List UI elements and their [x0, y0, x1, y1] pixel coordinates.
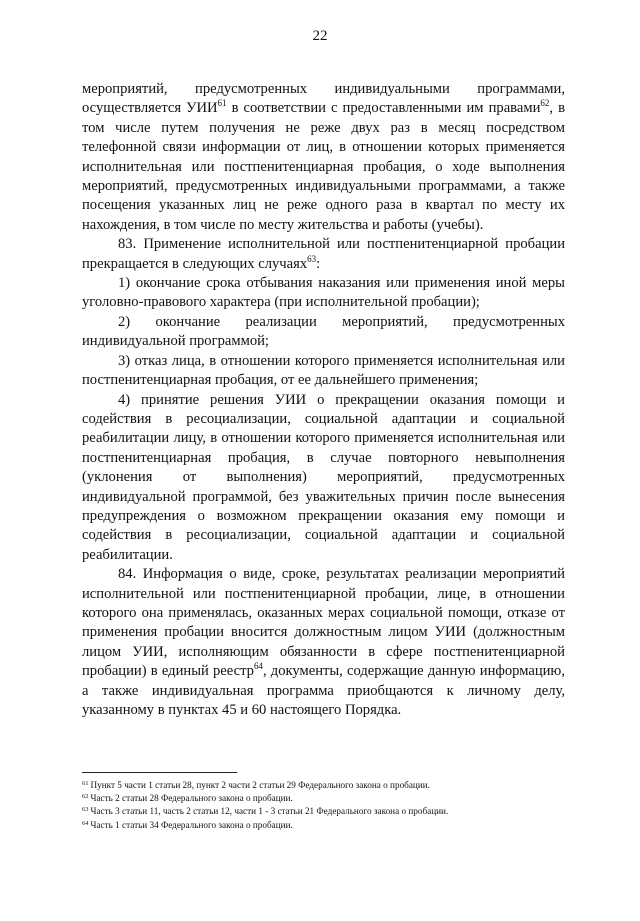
- footnote-mark: 64: [82, 819, 89, 827]
- footnote-item: [82, 819, 565, 832]
- footnote-ref: 62: [540, 98, 550, 109]
- paragraph-text: в соответствии с предоставленными им правами: [226, 100, 541, 117]
- footnote-ref: 61: [217, 98, 227, 109]
- paragraph-p83-1: [82, 274, 565, 313]
- paragraph-text: :: [316, 255, 321, 272]
- footnote-item: [82, 792, 565, 805]
- paragraph-text: 84. Информация о виде, сроке, результатах реализации мероприятий исполнительной или постпенитенциарной пробации, лице, в отношении которого она применялась, оказанных мерах социальной помощи, отказе от применения пробации вносится должностным лицом УИИ (должностным лицом УИИ, исполняющим обязанности в сфере постпенитенциарной пробации) в единый реестр: [82, 566, 565, 680]
- footnote-text: Часть 3 статьи 11, часть 2 статьи 12, части 1 - 3 статьи 21 Федерального закона о пробации.: [90, 806, 449, 817]
- body-text: [82, 80, 565, 720]
- paragraph-p84: [82, 565, 565, 720]
- paragraph-text: 4) принятие решения УИИ о прекращении оказания помощи и содействия в ресоциализации, социальной адаптации и социальной реабилитации лицу, в отношении которого применяется исполнительная или постпенитенциарная пробация, в случае повторного невыполнения (уклонения от выполнения) мероприятий, предусмотренных индивидуальной программой, без уважительных причин после вынесения предупреждения о возможном прекращении оказания ему помощи и содействия в ресоциализации, социальной адаптации и социальной реабилитации.: [82, 391, 565, 563]
- footnote-text: Часть 1 статьи 34 Федерального закона о пробации.: [90, 819, 293, 830]
- footnote-mark: 63: [82, 806, 89, 814]
- footnote-mark: 61: [82, 780, 89, 787]
- paragraph-text: , документы, содержащие данную информацию, а также индивидуальная программа приобщаются к личному делу, указанному в пунктах 45 и 60 настоящего Порядка.: [82, 663, 565, 718]
- paragraph-text: мероприятий, предусмотренных индивидуальными программами, осуществляется УИИ: [82, 81, 565, 117]
- page-number: 22: [312, 28, 328, 44]
- paragraph-p83-2: [82, 313, 565, 352]
- footnote-item: [82, 779, 565, 792]
- paragraph-p83-3: [82, 352, 565, 391]
- footnote-ref: 64: [253, 661, 263, 672]
- paragraph-text: 2) окончание реализации мероприятий, предусмотренных индивидуальной программой;: [82, 313, 565, 350]
- footnote-ref: 63: [307, 253, 317, 264]
- paragraph-p83: [82, 235, 565, 274]
- paragraph-p0: [82, 80, 565, 235]
- paragraph-text: 1) окончание срока отбывания наказания или применения иной меры уголовно-правового характера (при исполнительной пробации);: [82, 275, 565, 311]
- paragraph-text: 3) отказ лица, в отношении которого применяется исполнительная или постпенитенциарная пробация, от ее дальнейшего применения;: [82, 352, 565, 389]
- paragraph-text: , в том числе путем получения не реже двух раз в месяц посредством телефонной связи информации от лиц, в отношении которых применяется исполнительная или постпенитенциарная пробация, о ходе выполнения мероприятий, предусмотренных индивидуальными программами, а также посещения указанных лиц не реже одного раза в квартал по месту их нахождения, в том числе по месту жительства и работы (учебы).: [82, 100, 565, 233]
- footnote-item: [82, 805, 565, 818]
- footnote-mark: 62: [82, 793, 89, 801]
- paragraph-p83-4: [82, 391, 565, 566]
- footnote-text: Часть 2 статьи 28 Федерального закона о пробации.: [90, 793, 293, 804]
- footnote-text: Пункт 5 части 1 статьи 28, пункт 2 части 2 статьи 29 Федерального закона о пробации.: [90, 780, 430, 790]
- footnote-divider: [82, 772, 237, 773]
- paragraph-text: 83. Применение исполнительной или постпенитенциарной пробации прекращается в следующих случаях: [82, 236, 565, 272]
- footnotes: [82, 779, 565, 832]
